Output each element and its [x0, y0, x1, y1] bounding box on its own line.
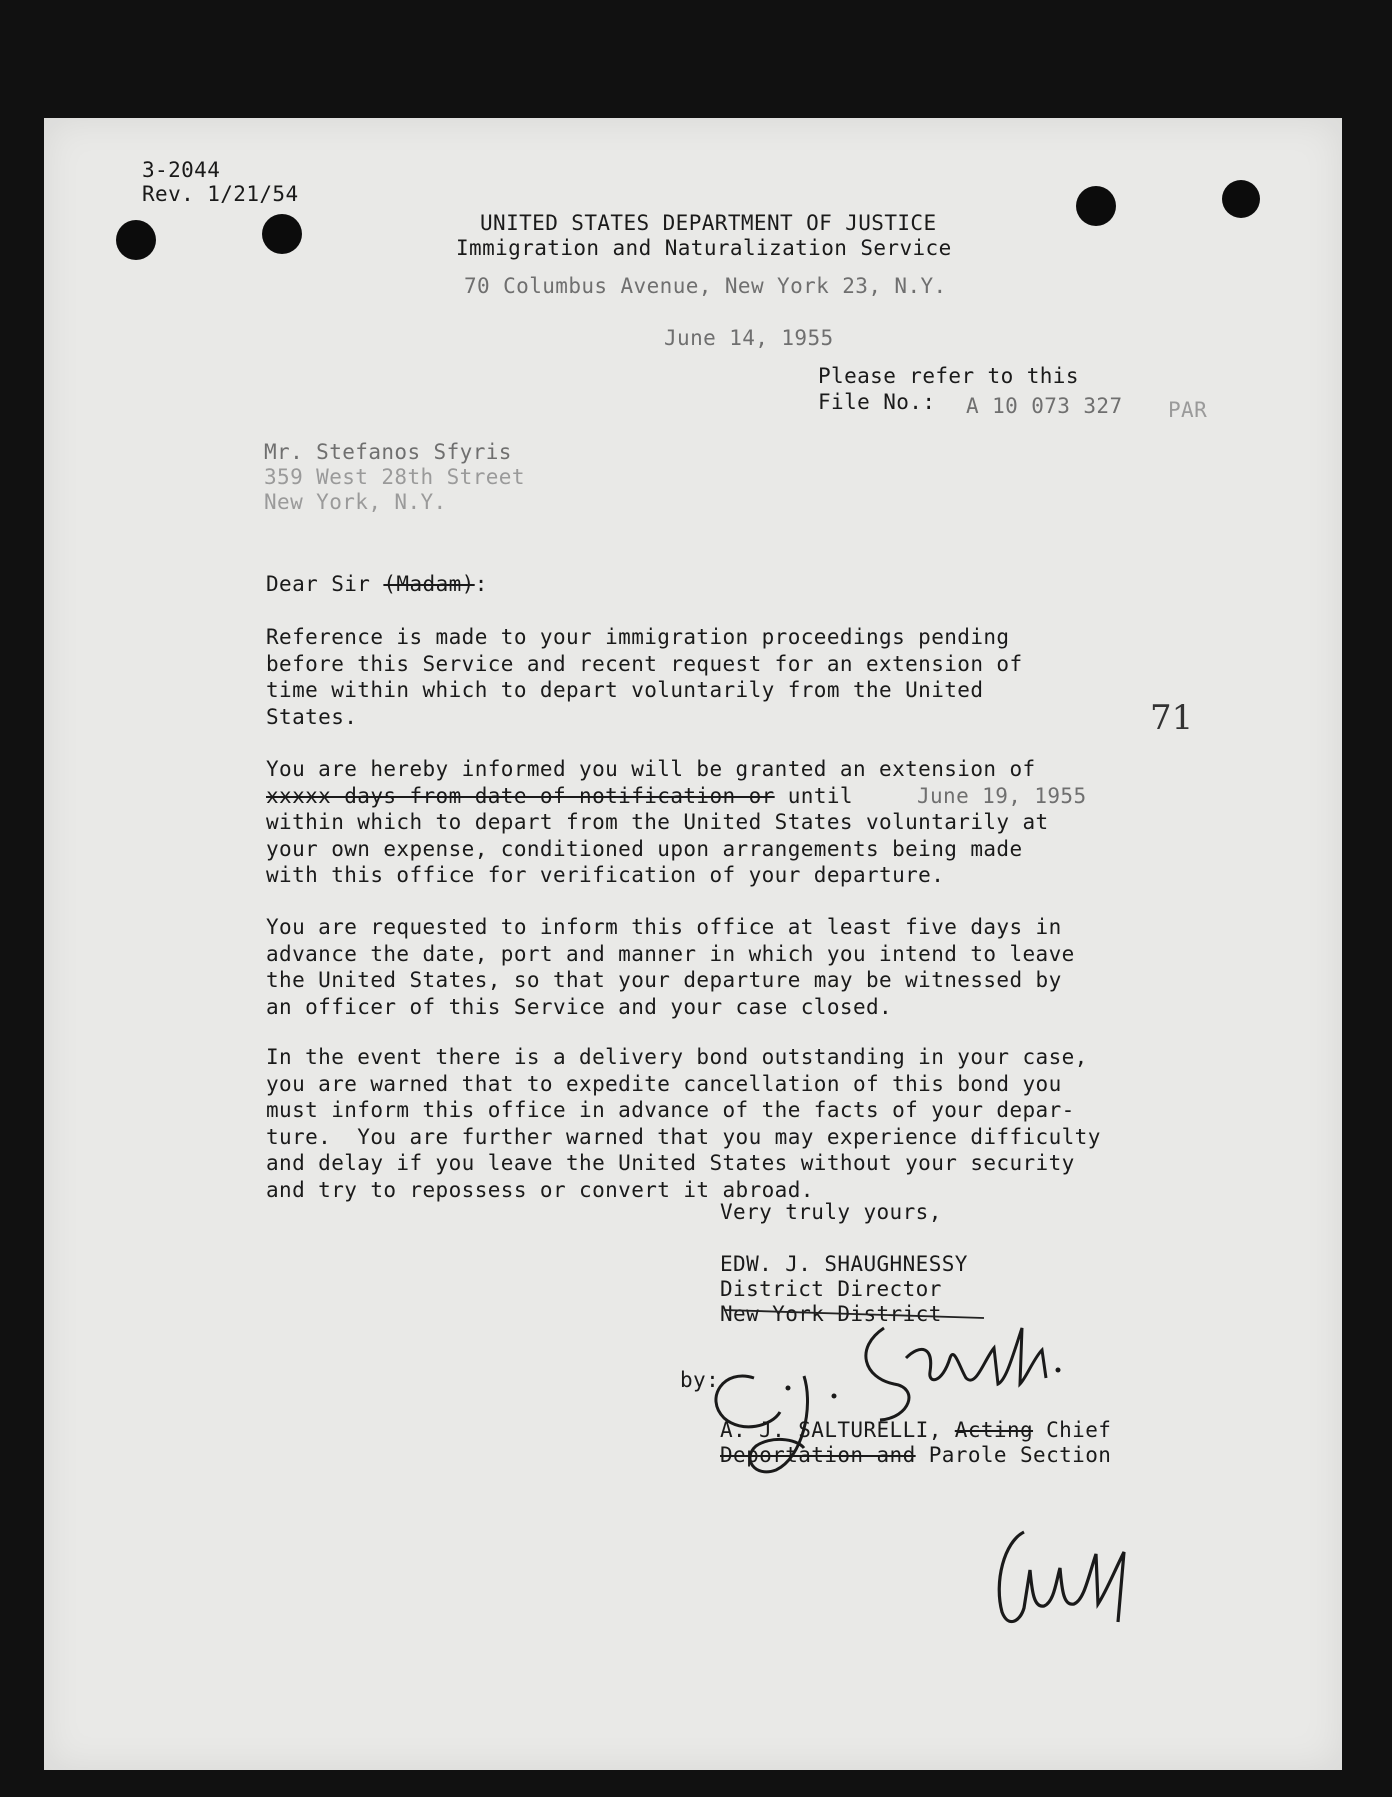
director-district: New York District — [720, 1302, 942, 1326]
paragraph-inform — [266, 914, 1166, 1020]
text-line: and delay if you leave the United States without your security — [266, 1151, 1075, 1175]
text-line-extension — [266, 783, 1166, 810]
text-line: time within which to depart voluntarily from the United — [266, 678, 984, 702]
text-line: the United States, so that your departure may be witnessed by — [266, 968, 1062, 992]
text-line: You are requested to inform this office at least five days in — [266, 915, 1062, 939]
reference-line: Please refer to this — [818, 364, 1079, 388]
salutation-end: : — [474, 572, 488, 596]
text-line: with this office for verification of your departure. — [266, 863, 945, 887]
director-title: District Director — [720, 1277, 942, 1301]
departure-date: June 19, 1955 — [916, 783, 1087, 808]
text-line: your own expense, conditioned upon arrangements being made — [266, 836, 1023, 861]
letterhead-department: UNITED STATES DEPARTMENT OF JUSTICE — [480, 211, 937, 235]
text-line: You are hereby informed you will be granted an extension of — [266, 757, 1036, 781]
text-line: ture. You are further warned that you may experience difficulty — [266, 1124, 1101, 1149]
letter-page — [44, 118, 1342, 1770]
paragraph-bond — [266, 1044, 1166, 1203]
salutation-struck: (Madam) — [383, 572, 475, 596]
text-line: advance the date, port and manner in which you intend to leave — [266, 941, 1075, 966]
file-no-label: File No.: — [818, 390, 936, 414]
valediction: Very truly yours, — [720, 1200, 942, 1224]
text-line: within which to depart from the United States voluntarily at — [266, 810, 1049, 834]
text-line: before this Service and recent request for an extension of — [266, 651, 1023, 676]
punch-hole-right-1 — [1076, 186, 1116, 226]
text-line: must inform this office in advance of the facts of your depar- — [266, 1098, 1075, 1122]
letter-date: June 14, 1955 — [664, 326, 834, 350]
addressee-street: 359 West 28th Street — [264, 465, 525, 489]
letterhead-service: Immigration and Naturalization Service — [456, 236, 952, 260]
addressee-name: Mr. Stefanos Sfyris — [264, 440, 512, 464]
paragraph-reference — [266, 624, 1166, 730]
punch-hole-right-2 — [1222, 180, 1260, 218]
letterhead-address: 70 Columbus Avenue, New York 23, N.Y. — [464, 274, 947, 298]
punch-hole-left-2 — [262, 214, 302, 254]
signer-name: A. J. SALTURELLI, — [720, 1418, 955, 1442]
by-label: by: — [680, 1368, 720, 1392]
section-name: Parole Section — [915, 1443, 1112, 1467]
signer-struck: Acting — [954, 1418, 1034, 1442]
signer-title: Chief — [1033, 1418, 1112, 1442]
salutation — [266, 572, 488, 596]
director-name: EDW. J. SHAUGHNESSY — [720, 1252, 968, 1276]
punch-hole-left-1 — [116, 220, 156, 260]
text-line: an officer of this Service and your case closed. — [266, 994, 893, 1019]
file-no-value: A 10 073 327 — [966, 394, 1123, 418]
handwritten-signature — [684, 1288, 1144, 1508]
text-line: you are warned that to expedite cancellation of this bond you — [266, 1071, 1062, 1096]
form-revision: Rev. 1/21/54 — [142, 182, 299, 206]
until-text: until — [774, 783, 853, 808]
text-line: Reference is made to your immigration proceedings pending — [266, 625, 1010, 649]
paragraph-extension — [266, 756, 1166, 889]
text-line: and try to repossess or convert it abroad. — [266, 1177, 814, 1202]
section-struck: Deportation and — [720, 1443, 916, 1467]
addressee-city: New York, N.Y. — [264, 490, 447, 514]
text-line: States. — [266, 704, 358, 729]
struck-text: xxxxx days from date of notification or — [266, 783, 775, 808]
file-no-suffix: PAR — [1168, 398, 1208, 422]
form-number: 3-2044 — [142, 158, 221, 182]
margin-note: 71 — [1150, 698, 1194, 738]
salutation-start: Dear Sir — [266, 572, 384, 596]
text-line: In the event there is a delivery bond outstanding in your case, — [266, 1045, 1088, 1069]
handwritten-initials — [984, 1512, 1204, 1642]
